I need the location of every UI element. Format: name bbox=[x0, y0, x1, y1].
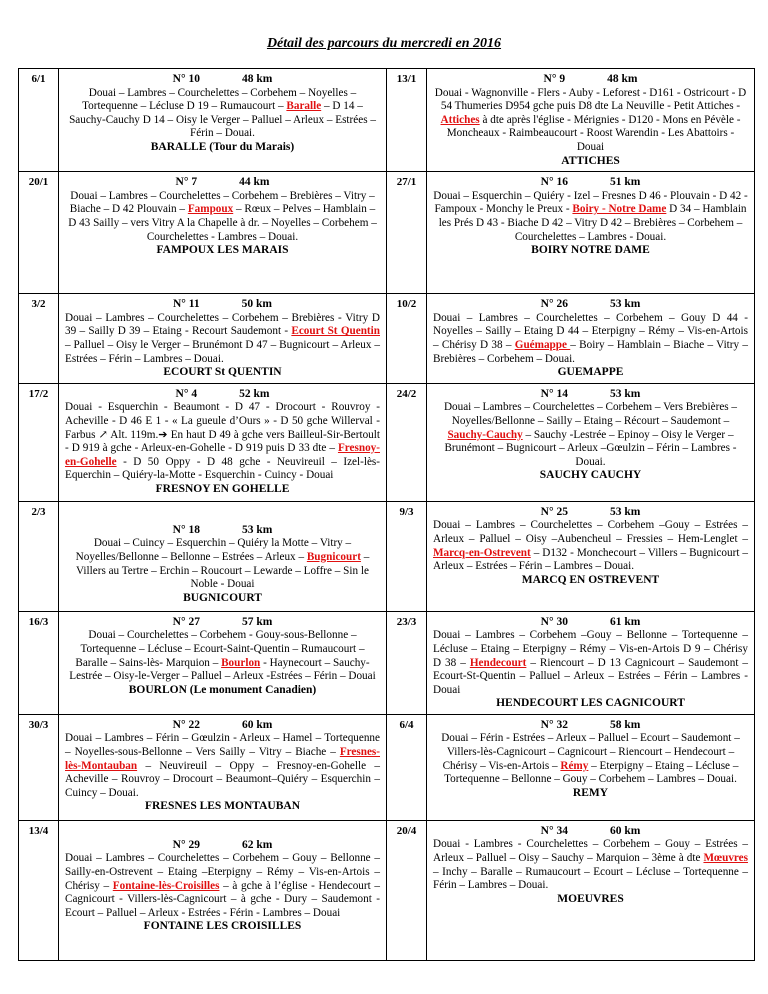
route-number: N° 14 bbox=[540, 387, 568, 400]
date-cell: 3/2 bbox=[19, 294, 59, 384]
date-cell: 13/4 bbox=[19, 820, 59, 960]
destination-highlight: Fontaine-lès-Croisilles bbox=[112, 879, 220, 892]
route-cell bbox=[59, 69, 387, 172]
route-block bbox=[65, 506, 380, 606]
routes-table bbox=[18, 68, 755, 961]
route-distance: 48 km bbox=[607, 73, 638, 85]
route-header bbox=[433, 616, 748, 630]
route-header bbox=[65, 176, 380, 190]
route-distance: 53 km bbox=[241, 523, 273, 536]
route-cell bbox=[59, 501, 387, 611]
route-cell bbox=[59, 294, 387, 384]
destination-highlight: Boiry - Notre Dame bbox=[572, 203, 667, 216]
route-text: à dte après l'église - Mérignies - D120 - Mons en Pévèle - Moncheaux - Raimbeaucourt - Roost Warendin - Les Abattoirs - Douai bbox=[446, 113, 741, 153]
route-number: N° 7 bbox=[175, 176, 198, 189]
date-cell: 17/2 bbox=[19, 383, 59, 501]
route-header bbox=[65, 616, 380, 630]
route-text: Douai – Lambres – Courchelettes – Corbehem – Gouy – Bellonne – Sailly-en-Ostrevent – Etaing –Eterpigny – Rémy – Vis-en-Artois – Chérisy – bbox=[65, 852, 380, 892]
destination-highlight: Fresnoy-en-Gohelle bbox=[65, 442, 380, 468]
destination-highlight: Guémappe bbox=[514, 338, 571, 351]
route-cell bbox=[59, 383, 387, 501]
date-cell: 23/3 bbox=[387, 611, 427, 714]
destination-highlight: Bourlon bbox=[221, 656, 261, 669]
table-row bbox=[19, 294, 755, 384]
destination-title: BOIRY NOTRE DAME bbox=[531, 244, 650, 257]
route-description bbox=[433, 732, 748, 786]
route-description bbox=[433, 519, 748, 573]
destination-title: BARALLE (Tour du Marais) bbox=[150, 140, 295, 153]
destination-title: MOEUVRES bbox=[557, 892, 624, 905]
table-row bbox=[19, 383, 755, 501]
route-header bbox=[65, 73, 380, 87]
table-row bbox=[19, 501, 755, 611]
destination-title: BUGNICOURT bbox=[183, 591, 262, 604]
route-header bbox=[65, 839, 380, 853]
route-header bbox=[433, 506, 748, 520]
route-text: – Boiry – Hamblain – Biache – Vitry – Brebières – Corbehem – Douai. bbox=[433, 338, 749, 365]
destination-highlight: Mœuvres bbox=[703, 852, 748, 865]
route-text: Douai – Lambres – Corbehem –Gouy – Bellonne – Tortequenne – Lécluse – Etaing – Eterpigny – Rémy – Vis-en-Artois D 9 – Chérisy D 38 – bbox=[433, 629, 748, 669]
date-cell: 27/1 bbox=[387, 172, 427, 294]
route-number: N° 27 bbox=[172, 615, 200, 628]
route-cell bbox=[427, 501, 755, 611]
route-cell bbox=[59, 611, 387, 714]
route-block bbox=[65, 176, 380, 258]
route-text: Douai – Lambres – Courchelettes – Corbehem – Vers Brebières – Noyelles/Bellonne – Sailly – Etaing – Récourt – Saudemont – bbox=[443, 401, 738, 427]
route-distance: 44 km bbox=[239, 176, 270, 189]
destination-title: HENDECOURT LES CAGNICOURT bbox=[496, 697, 685, 710]
route-number: N° 34 bbox=[540, 824, 568, 837]
route-text: Douai – Lambres – Courchelettes – Corbehem – Brebières – Vitry – Biache – D 42 Plouvain – bbox=[69, 189, 375, 216]
route-header bbox=[433, 73, 748, 87]
route-distance: 57 km bbox=[241, 615, 273, 628]
route-block bbox=[433, 73, 748, 168]
route-text: – Rœux – Pelves – Hamblain – D 43 Sailly – vers Vitry A la Chapelle à dr. – Noyelles – Corbehem – Courchelettes - Lambres – Douai. bbox=[68, 203, 377, 243]
page-title: Détail des parcours du mercredi en 2016 bbox=[266, 36, 502, 51]
route-header bbox=[65, 298, 380, 312]
route-block bbox=[433, 616, 748, 711]
route-block bbox=[65, 616, 380, 698]
route-text: Douai – Férin - Estrées – Arleux – Palluel – Ecourt – Saudemont – Villers-lès-Cagnicourt – Cagnicourt – Riencourt – Hendecourt – Chérisy – Vis-en-Artois – bbox=[441, 732, 740, 772]
spacer bbox=[65, 506, 380, 524]
route-text: Douai – Lambres – Courchelettes – Corbehem –Gouy – Estrées – Arleux – Palluel – Oisy –Aubencheul – Fressies – Hem-Lenglet – bbox=[433, 519, 748, 545]
route-cell bbox=[427, 172, 755, 294]
route-block bbox=[65, 719, 380, 814]
route-cell bbox=[427, 611, 755, 714]
route-distance: 62 km bbox=[241, 838, 273, 851]
date-cell: 16/3 bbox=[19, 611, 59, 714]
date-cell: 24/2 bbox=[387, 383, 427, 501]
route-number: N° 26 bbox=[540, 298, 568, 311]
route-description bbox=[65, 401, 380, 483]
route-number: N° 11 bbox=[172, 298, 200, 311]
date-cell: 30/3 bbox=[19, 714, 59, 820]
route-text: Douai – Lambres – Courchelettes – Corbehem – Noyelles – Tortequenne – Lécluse D 19 – Rumaucourt – bbox=[82, 86, 357, 113]
route-distance: 53 km bbox=[609, 505, 641, 518]
route-distance: 58 km bbox=[609, 718, 641, 731]
route-text: – Villers au Tertre – Erchin – Roucourt – Lewarde – Loffre – Sin le Noble - Douai bbox=[76, 550, 370, 591]
date-cell: 20/1 bbox=[19, 172, 59, 294]
route-text: Douai - Esquerchin - Beaumont - D 47 - Drocourt - Rouvroy - Acheville - D 46 E 1 - « La gueule d’Ours » - D 50 gche Willerval - Farbus ↗ Alt. 119m.➔ En haut D 49 à gche vers Bailleul-Sir-Bertoult - D 919 à gche - Arleux-en-Gohelle - D 919 puis D 33 dte – bbox=[65, 401, 380, 455]
date-cell: 10/2 bbox=[387, 294, 427, 384]
destination-title: FAMPOUX LES MARAIS bbox=[156, 244, 289, 257]
route-description bbox=[433, 87, 748, 155]
route-description bbox=[433, 190, 748, 244]
date-cell: 20/4 bbox=[387, 820, 427, 960]
route-number: N° 10 bbox=[172, 73, 200, 85]
route-header bbox=[65, 719, 380, 733]
route-text: – D132 - Monchecourt – Villers – Bugnicourt – Arleux – Estrées – Férin – Lambres – Douai. bbox=[433, 546, 748, 573]
route-description bbox=[433, 312, 748, 366]
route-number: N° 9 bbox=[543, 73, 566, 85]
route-header bbox=[65, 524, 380, 538]
destination-highlight: Attiches bbox=[440, 113, 480, 126]
route-text: – à gche à l’église - Hendecourt – Cagnicourt - Villers-lès-Cagnicourt – à gche - Dury – Saudemont - Ecourt – Palluel – Arleux - Estrées - Férin - Lambres – Douai bbox=[65, 879, 380, 919]
route-description bbox=[65, 537, 380, 591]
route-block bbox=[65, 73, 380, 155]
route-text: Douai – Lambres – Courchelettes – Corbehem – Brebières - Vitry D 39 – Sailly D 39 – Etaing - Recourt Saudemont - bbox=[65, 311, 380, 338]
route-header bbox=[433, 176, 748, 190]
route-header bbox=[433, 719, 748, 733]
route-block bbox=[433, 825, 748, 907]
table-row bbox=[19, 611, 755, 714]
destination-title: ATTICHES bbox=[561, 154, 620, 167]
route-distance: 60 km bbox=[241, 718, 273, 731]
route-text: Douai – Courchelettes – Corbehem - Gouy-sous-Bellonne – Tortequenne – Lécluse – Ecourt-Saint-Quentin – Rumaucourt – Baralle – Sains-lès- Marquion – bbox=[75, 629, 365, 669]
destination-title: SAUCHY CAUCHY bbox=[539, 469, 642, 482]
route-text: Douai – Cuincy – Esquerchin – Quiéry la Motte – Vitry – Noyelles/Bellonne – Bellonne – Estrées – Arleux – bbox=[75, 537, 352, 563]
destination-highlight: Fampoux bbox=[187, 203, 234, 216]
route-cell bbox=[427, 294, 755, 384]
route-text: – D 14 – Sauchy-Cauchy D 14 – Oisy le Verger – Palluel – Arleux – Estrées – Férin – Douai. bbox=[69, 100, 376, 140]
route-distance: 60 km bbox=[609, 824, 641, 837]
destination-highlight: Fresnes-lès-Montauban bbox=[65, 746, 380, 772]
route-text: - D 50 Oppy - D 48 gche - Neuvireuil – Izel-lès-Equerchin – Quiéry-la-Motte - Esquerchin - Cuincy - Douai bbox=[65, 455, 380, 482]
destination-highlight: Marcq-en-Ostrevent bbox=[433, 546, 531, 559]
route-text: – Eterpigny – Etaing – Lécluse – Tortequenne – Bellonne – Gouy – Corbehem – Lambres – Douai. bbox=[444, 759, 739, 786]
destination-title: BOURLON (Le monument Canadien) bbox=[128, 683, 317, 696]
destination-title: GUEMAPPE bbox=[557, 366, 624, 379]
route-distance: 53 km bbox=[609, 387, 641, 400]
route-cell bbox=[59, 820, 387, 960]
destination-title: ECOURT St QUENTIN bbox=[163, 366, 282, 379]
date-cell: 6/1 bbox=[19, 69, 59, 172]
route-block bbox=[65, 388, 380, 497]
route-text: – Inchy – Baralle – Rumaucourt – Ecourt – Lécluse – Tortequenne – Férin – Lambres – Douai. bbox=[433, 865, 748, 892]
route-text: Douai – Lambres – Férin – Gœulzin - Arleux – Hamel – Tortequenne – Noyelles-sous-Bellonne – Vers Sailly – Vitry – Biache – bbox=[65, 732, 380, 759]
route-text: – Riencourt – D 13 Cagnicourt – Saudemont – Ecourt-St-Quentin – Palluel – Arleux – Estrées – Férin – Lambres - Douai bbox=[433, 656, 748, 696]
route-number: N° 22 bbox=[172, 718, 200, 731]
route-description bbox=[433, 838, 748, 892]
route-header bbox=[433, 825, 748, 839]
route-text: Douai - Lambres - Courchelettes – Corbehem – Gouy – Estrées – Arleux – Palluel – Oisy – Sauchy – Marquion – 3ème à dte bbox=[433, 838, 748, 865]
route-text: Douai – Esquerchin – Quiéry - Izel – Fresnes D 46 - Plouvain - D 42 - Fampoux - Monchy le Preux - bbox=[433, 189, 748, 216]
date-cell: 9/3 bbox=[387, 501, 427, 611]
destination-highlight: Ecourt St Quentin bbox=[291, 325, 380, 338]
route-description bbox=[65, 312, 380, 366]
destination-title: FONTAINE LES CROISILLES bbox=[143, 920, 302, 933]
route-block bbox=[433, 719, 748, 801]
route-description bbox=[65, 852, 380, 920]
route-distance: 48 km bbox=[241, 73, 273, 85]
route-description bbox=[65, 190, 380, 244]
route-block bbox=[65, 298, 380, 380]
route-description bbox=[65, 87, 380, 141]
destination-highlight: Hendecourt bbox=[469, 656, 527, 669]
route-description bbox=[65, 732, 380, 800]
route-distance: 61 km bbox=[609, 615, 641, 628]
destination-highlight: Baralle bbox=[286, 100, 322, 113]
route-distance: 50 km bbox=[241, 298, 272, 311]
route-distance: 51 km bbox=[609, 176, 641, 189]
route-cell bbox=[427, 383, 755, 501]
route-text: – Sauchy -Lestrée – Epinoy – Oisy le Verger – Brunémont – Bugnicourt – Arleux –Gœulzin – Férin – Lambres - Douai. bbox=[444, 428, 737, 468]
route-number: N° 30 bbox=[540, 615, 568, 628]
route-block bbox=[433, 506, 748, 588]
route-header bbox=[65, 388, 380, 402]
route-cell bbox=[59, 172, 387, 294]
route-cell bbox=[59, 714, 387, 820]
destination-title: FRESNOY EN GOHELLE bbox=[155, 482, 290, 495]
route-header bbox=[433, 298, 748, 312]
table-row bbox=[19, 69, 755, 172]
route-cell bbox=[427, 69, 755, 172]
route-description bbox=[65, 629, 380, 683]
spacer bbox=[65, 825, 380, 839]
date-cell: 6/4 bbox=[387, 714, 427, 820]
route-text: D 34 – Hamblain les Prés D 43 - Biache D 42 – Vitry D 42 – Brebières – Corbehem – Courchelettes – Lambres - Douai. bbox=[438, 203, 747, 243]
route-number: N° 32 bbox=[540, 718, 568, 731]
destination-highlight: Rémy bbox=[560, 759, 589, 772]
route-number: N° 4 bbox=[175, 387, 198, 400]
route-block bbox=[433, 388, 748, 483]
route-text: – Neuvireuil – Oppy – Fresnoy-en-Gohelle – Acheville – Rouvroy – Drocourt – Beaumont–Quiéry – Esquerchin – Cuincy – Douai. bbox=[65, 759, 380, 799]
route-number: N° 16 bbox=[540, 176, 568, 189]
route-text: - Haynecourt – Sauchy-Lestrée – Oisy-le-Verger – Palluel – Arleux -Estrées – Férin – Douai bbox=[69, 656, 376, 683]
route-block bbox=[65, 825, 380, 934]
destination-title: MARCQ EN OSTREVENT bbox=[521, 573, 660, 586]
date-cell: 13/1 bbox=[387, 69, 427, 172]
route-text: Douai – Lambres – Courchelettes – Corbehem – Gouy D 44 - Noyelles – Sailly – Etaing D 44 – Eterpigny – Rémy – Vis-en-Artois – Chérisy D 38 – bbox=[433, 311, 748, 351]
route-text: – Palluel – Oisy le Verger – Brunémont D 47 – Bugnicourt – Arleux – Estrées – Férin – Lambres – Douai. bbox=[65, 338, 380, 365]
route-header bbox=[433, 388, 748, 402]
route-block bbox=[433, 298, 748, 380]
route-text: Douai - Wagnonville - Flers - Auby - Leforest - D161 - Ostricourt - D 54 Thumeries D954 gche puis D8 dte La Neuville - Petit Attiches - bbox=[434, 86, 747, 113]
destination-highlight: Bugnicourt bbox=[306, 550, 361, 563]
destination-title: REMY bbox=[572, 786, 609, 799]
route-distance: 52 km bbox=[239, 387, 270, 400]
route-block bbox=[433, 176, 748, 258]
destination-title: FRESNES LES MONTAUBAN bbox=[144, 800, 301, 813]
route-number: N° 18 bbox=[172, 523, 200, 536]
table-row bbox=[19, 714, 755, 820]
destination-highlight: Sauchy-Cauchy bbox=[447, 428, 523, 441]
date-cell: 2/3 bbox=[19, 501, 59, 611]
route-description bbox=[433, 629, 748, 697]
route-description bbox=[433, 401, 748, 469]
table-row bbox=[19, 820, 755, 960]
route-number: N° 29 bbox=[172, 838, 200, 851]
route-number: N° 25 bbox=[540, 505, 568, 518]
route-distance: 53 km bbox=[609, 298, 641, 311]
route-cell bbox=[427, 714, 755, 820]
route-cell bbox=[427, 820, 755, 960]
table-row bbox=[19, 172, 755, 294]
